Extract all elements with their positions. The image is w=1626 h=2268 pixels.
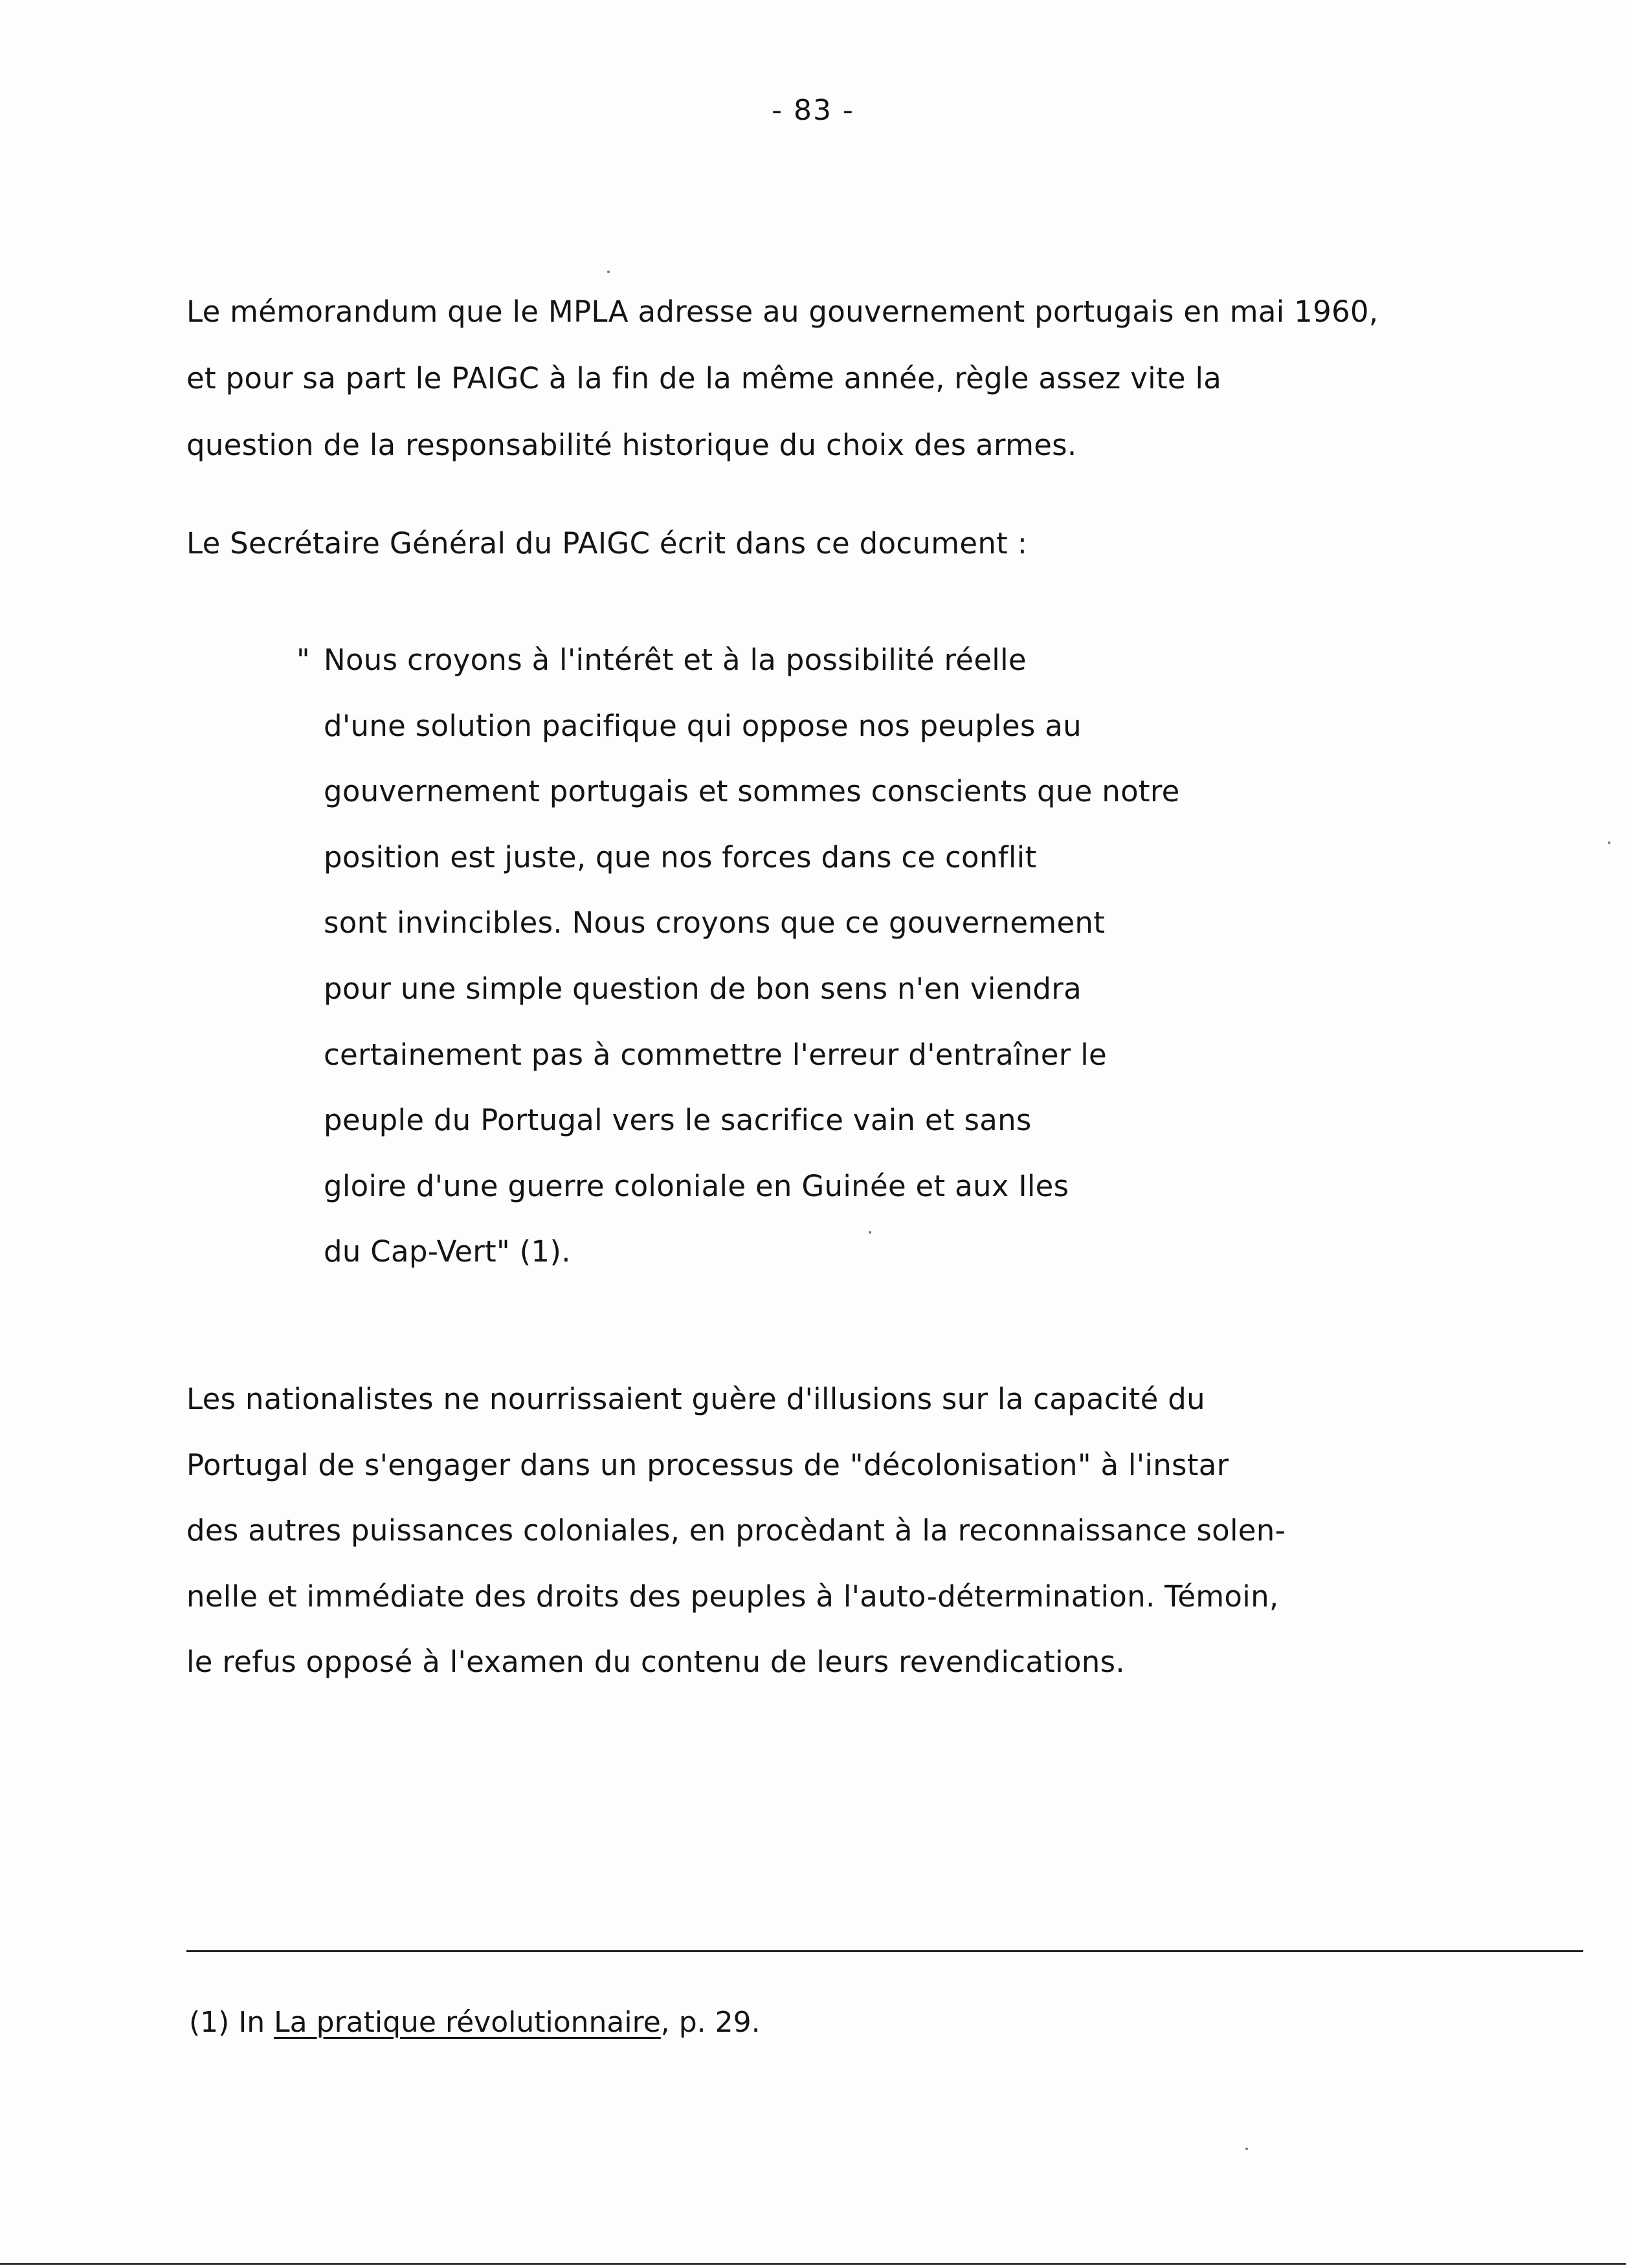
paragraph-3-line-4: nelle et immédiate des droits des peuples à l'auto-détermination. Témoin, — [186, 1579, 1279, 1614]
paragraph-3-line-5: le refus opposé à l'examen du contenu de leurs revendications. — [186, 1645, 1125, 1679]
scan-speck — [1608, 841, 1610, 844]
quote-line-5: sont invincibles. Nous croyons que ce gouvernement — [324, 906, 1106, 940]
quote-line-4: position est juste, que nos forces dans ce conflit — [324, 840, 1037, 874]
quote-line-6: pour une simple question de bon sens n'en viendra — [324, 972, 1082, 1006]
paragraph-3-line-1: Les nationalistes ne nourrissaient guère d'illusions sur la capacité du — [186, 1382, 1205, 1416]
page-number: - 83 - — [772, 94, 854, 127]
footnote — [189, 2003, 761, 2042]
quote-line-3: gouvernement portugais et sommes conscients que notre — [324, 774, 1180, 808]
paragraph-1-line-2: et pour sa part le PAIGC à la fin de la même année, règle assez vite la — [186, 361, 1222, 395]
scan-bottom-edge — [0, 2263, 1626, 2265]
scan-speck — [1245, 2148, 1248, 2150]
scan-speck — [607, 271, 610, 273]
quote-open-mark: " — [296, 643, 310, 677]
quote-line-2: d'une solution pacifique qui oppose nos peuples au — [324, 709, 1082, 743]
scan-speck — [869, 1231, 871, 1234]
quote-line-10: du Cap-Vert" (1). — [324, 1234, 571, 1269]
quote-line-7: certainement pas à commettre l'erreur d'entraîner le — [324, 1038, 1107, 1072]
footnote-divider — [186, 1950, 1583, 1952]
paragraph-3-line-2: Portugal de s'engager dans un processus de "décolonisation" à l'instar — [186, 1448, 1229, 1482]
paragraph-1-line-3: question de la responsabilité historique du choix des armes. — [186, 428, 1077, 462]
paragraph-1-line-1: Le mémorandum que le MPLA adresse au gouvernement portugais en mai 1960, — [186, 295, 1379, 329]
footnote-book-title: La pratique révolutionnaire — [274, 2006, 661, 2039]
quote-line-1: Nous croyons à l'intérêt et à la possibilité réelle — [324, 643, 1027, 677]
quote-line-9: gloire d'une guerre coloniale en Guinée et aux Iles — [324, 1169, 1069, 1203]
paragraph-3-line-3: des autres puissances coloniales, en procèdant à la reconnaissance solen- — [186, 1513, 1286, 1548]
footnote-page-ref: , p. 29. — [660, 2006, 761, 2039]
quote-line-8: peuple du Portugal vers le sacrifice vain et sans — [324, 1103, 1032, 1137]
footnote-marker: (1) In — [189, 2006, 274, 2039]
paragraph-2: Le Secrétaire Général du PAIGC écrit dans ce document : — [186, 526, 1028, 561]
